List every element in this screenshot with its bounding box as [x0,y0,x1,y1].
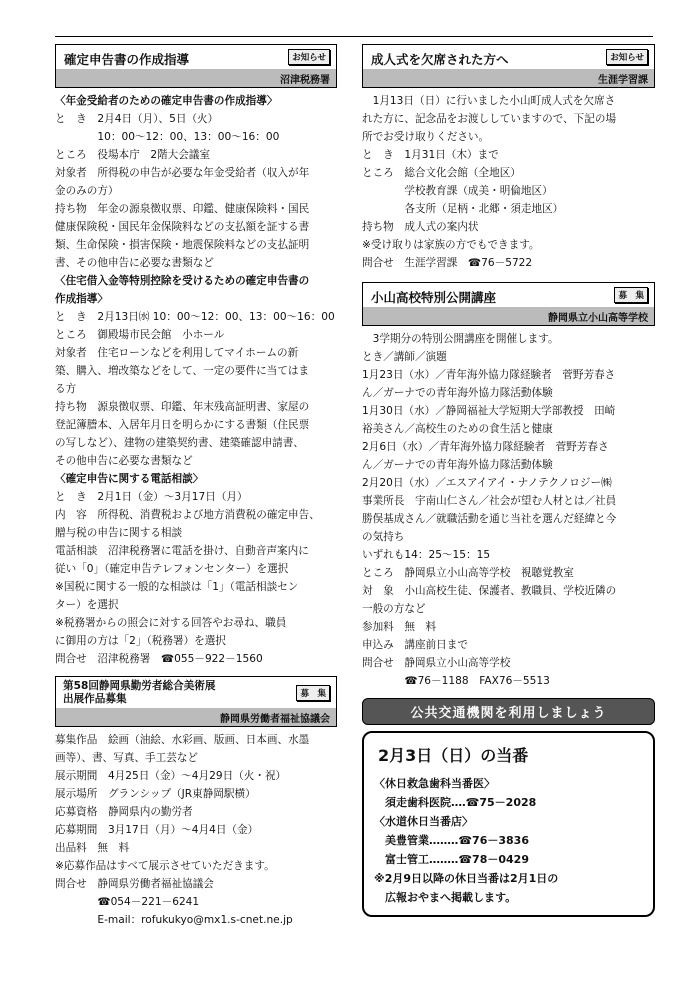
text-line: 問合せ 沼津税務署 ☎055－922－1560 [55,653,263,665]
art-exhibit-org: 静岡県労働者福祉協議会 [56,708,336,726]
ceremony-header [362,44,655,88]
duty-title: 2月3日（日）の当番 [378,746,529,765]
text-line: 1月23日（水）／青年海外協力隊経験者 菅野芳春さ [362,369,616,381]
text-line: 電話相談 沼津税務署に電話を掛け、自動音声案内に [55,545,309,557]
text-line: 〈年金受給者のための確定申告書の作成指導〉 [55,95,278,107]
holiday-duty-box [362,731,655,917]
title-line: 出展作品募集 [63,693,127,705]
text-line: 一般の方など [362,603,426,615]
art-exhibit-body [55,731,337,929]
text-line: 問合せ 静岡県立小山高等学校 [362,657,511,669]
transit-banner: 公共交通機関を利用しましょう [362,698,655,725]
text-line: 展示期間 4月25日（金）～4月29日（火・祝） [55,770,287,782]
text-line: 画等）、書、写真、手工芸など [55,752,199,764]
duty-line: ※2月9日以降の休日当番は2月1日の [374,872,559,885]
text-line: と き 2月1日（金）～3月17日（月） [55,491,248,503]
text-line: 対象者 所得税の申告が必要な年金受給者（収入が年 [55,167,310,179]
ceremony-org: 生涯学習課 [363,69,654,87]
text-line: と き 2月4日（月）、5日（火） [55,113,219,125]
tax-notice-org: 沼津税務署 [56,69,336,87]
text-line: ん／ガーナでの青年海外協力隊活動体験 [362,387,553,399]
text-line: 勝俣基成さん／就職活動を通じ当社を選んだ経緯と今 [362,513,617,525]
text-line: 問合せ 静岡県労働者福祉協議会 [55,878,214,890]
text-line: の気持ち [362,531,405,543]
text-line: の写しなど）、建物の建築契約書、建築確認申請書、 [55,437,304,449]
text-line: 応募期間 3月17日（月）～4月4日（金） [55,824,259,836]
lecture-header [362,282,655,326]
text-line: ※国税に関する一般的な相談は「1」（電話相談セン [55,581,299,593]
notice-tag: お知らせ [288,49,330,65]
text-line: E-mail：rofukukyo@mx1.s-cnet.ne.jp [55,914,293,926]
ceremony-body [362,92,655,272]
tax-notice-title: 確定申告書の作成指導 [64,52,190,67]
text-line: ところ 役場本庁 2階大会議室 [55,149,211,161]
text-line: ん／ガーナでの青年海外協力隊活動体験 [362,459,553,471]
text-line: る方 [55,383,77,395]
text-line: 持ち物 年金の源泉徴収票、印鑑、健康保険料・国民 [55,203,310,215]
ceremony-title: 成人式を欠席された方へ [371,52,509,67]
duty-line: 富士管工‥‥‥‥☎78－0429 [374,853,529,866]
text-line: 10：00～12：00、13：00～16：00 [55,131,280,143]
text-line: 作成指導〉 [55,293,108,305]
left-column [55,44,337,929]
top-rule [55,36,653,37]
text-line: ※応募作品はすべて展示させていただきます。 [55,860,275,872]
text-line: ☎76－1188 FAX76－5513 [362,675,550,687]
duty-line: 広報おやまへ掲載します。 [374,891,517,904]
text-line: 募集作品 絵画（油絵、水彩画、版画、日本画、水墨 [55,734,310,746]
text-line: 1月30日（水）／静岡福祉大学短期大学部教授 田崎 [362,405,616,417]
text-line: いずれも14：25～15：15 [362,549,491,561]
text-line: とき／講師／演題 [362,351,447,363]
text-line: 各支所（足柄・北郷・須走地区） [362,203,564,215]
tax-notice-body [55,92,337,668]
text-line: 類、生命保険・損害保険・地震保険料などの支払証明 [55,239,310,251]
art-exhibit-header [55,676,337,727]
text-line: 問合せ 生涯学習課 ☎76－5722 [362,257,533,269]
text-line: 裕美さん／高校生のための食生活と健康 [362,423,553,435]
text-line: 書、その他申告に必要な書類など [55,257,214,269]
title-line: 第58回静岡県勤労者総合美術展 [63,680,216,692]
text-line: 展示場所 グランシップ（JR東静岡駅横） [55,788,256,800]
notice-tag: お知らせ [606,49,648,65]
recruit-tag: 募 集 [614,287,648,303]
text-line: 持ち物 成人式の案内状 [362,221,479,233]
text-line: ところ 御殿場市民会館 小ホール [55,329,225,341]
text-line: 登記簿謄本、入居年月日を明らかにする書類（住民票 [55,419,310,431]
text-line: 内 容 所得税、消費税および地方消費税の確定申告、 [55,509,320,521]
recruit-tag: 募 集 [296,685,330,701]
text-line: れた方に、記念品をお渡ししていますので、下記の場 [362,113,617,125]
text-line: 学校教育課（成美・明倫地区） [362,185,553,197]
text-line: ところ 静岡県立小山高等学校 視聴覚教室 [362,567,574,579]
text-line: ※受け取りは家族の方でもできます。 [362,239,540,251]
text-line: 贈与税の申告に関する相談 [55,527,183,539]
text-line: 健康保険税・国民年金保険料などの支払額を証する書 [55,221,310,233]
duty-line: 須走歯科医院‥‥☎75－2028 [374,796,537,809]
text-line: 金のみの方） [55,185,119,197]
text-line: 申込み 講座前日まで [362,639,468,651]
text-line: 3学期分の特別公開講座を開催します。 [362,333,559,345]
text-line: 出品料 無 料 [55,842,130,854]
text-line: 持ち物 源泉徴収票、印鑑、年末残高証明書、家屋の [55,401,310,413]
duty-line: 〈水道休日当番店〉 [374,815,473,828]
text-line: 対象者 住宅ローンなどを利用してマイホームの新 [55,347,299,359]
text-line: 2月6日（水）／青年海外協力隊経験者 菅野芳春さ [362,441,609,453]
text-line: 築、購入、増改築などをして、一定の要件に当てはま [55,365,310,377]
lecture-org: 静岡県立小山高等学校 [363,307,654,325]
text-line: 〈確定申告に関する電話相談〉 [55,473,204,485]
text-line: 1月13日（日）に行いました小山町成人式を欠席さ [362,95,616,107]
text-line: ター）を選択 [55,599,119,611]
text-line: と き 2月13日㈬ 10：00～12：00、13：00～16：00 [55,311,335,323]
text-line: ところ 総合文化会館（全地区） [362,167,521,179]
right-column [362,44,655,917]
duty-line: 〈休日救急歯科当番医〉 [374,777,495,790]
lecture-title: 小山高校特別公開講座 [371,290,497,305]
text-line: 2月20日（水）／エスアイアイ・ナノテクノロジー㈱ [362,477,612,489]
duty-line: 美豊管業‥‥‥‥☎76－3836 [374,834,529,847]
art-exhibit-title [56,677,336,708]
text-line: ※税務署からの照会に対する回答やお尋ね、職員 [55,617,287,629]
text-line: 対 象 小山高校生徒、保護者、教職員、学校近隣の [362,585,617,597]
duty-list [374,774,643,907]
lecture-body [362,330,655,690]
text-line: 〈住宅借入金等特別控除を受けるための確定申告書の [55,275,310,287]
text-line: 所でお受け取りください。 [362,131,490,143]
text-line: その他申告に必要な書類など [55,455,193,467]
text-line: と き 1月31日（木）まで [362,149,499,161]
text-line: 従い「0」（確定申告テレフォンセンター）を選択 [55,563,289,575]
text-line: 参加料 無 料 [362,621,437,633]
tax-notice-header [55,44,337,88]
text-line: 応募資格 静岡県内の勤労者 [55,806,193,818]
text-line: に御用の方は「2」（税務署）を選択 [55,635,226,647]
text-line: ☎054－221－6241 [55,896,200,908]
text-line: 事業所長 宇南山仁さん／社会が望む人材とは／社員 [362,495,617,507]
